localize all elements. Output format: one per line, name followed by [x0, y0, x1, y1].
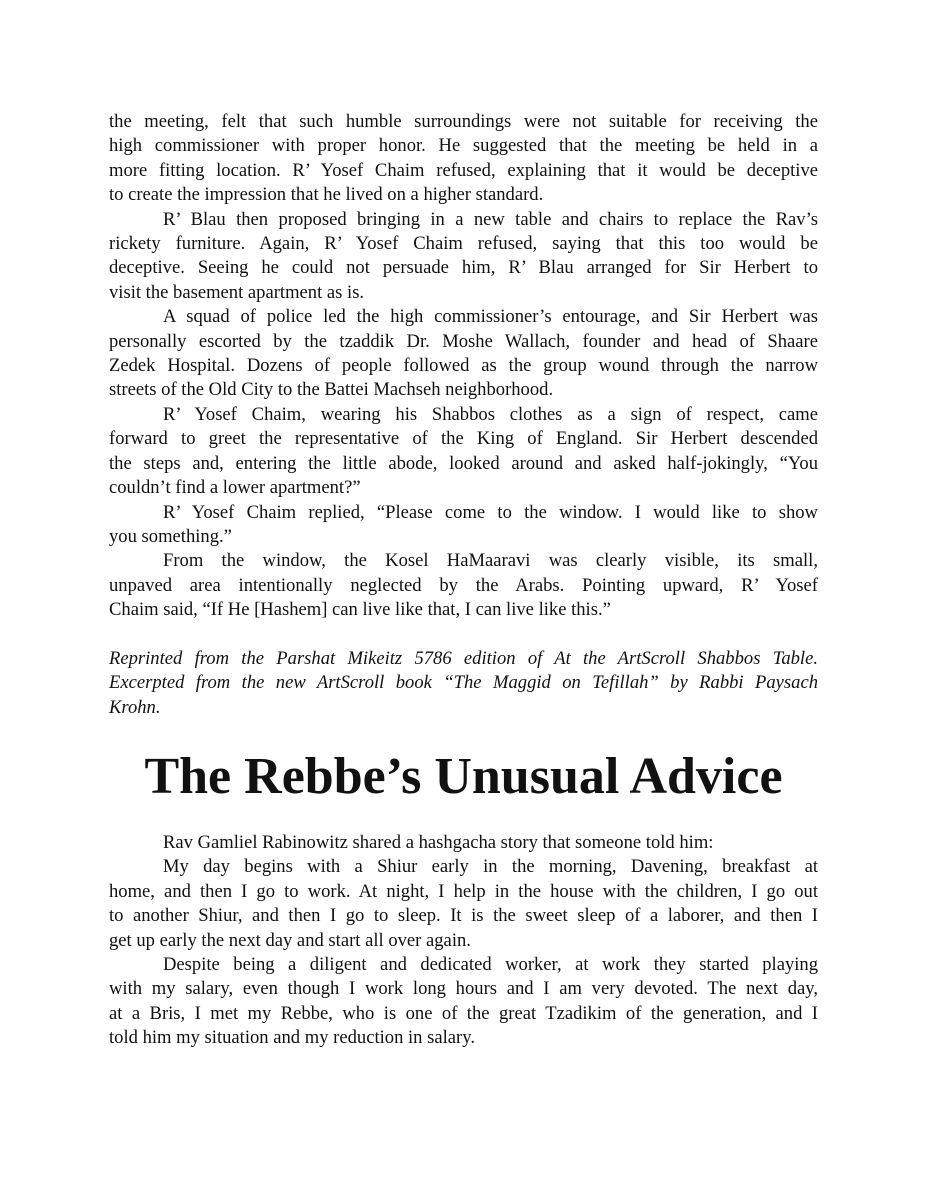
text-line: the meeting, felt that such humble surroundings were not suitable for receiving the — [109, 111, 818, 132]
text-line: high commissioner with proper honor. He suggested that the meeting be held in a — [109, 135, 818, 157]
text-line: home, and then I go to work. At night, I help in the house with the children, I go out — [109, 880, 818, 902]
paragraph — [109, 855, 818, 953]
text-line: A squad of police led the high commissioner’s entourage, and Sir Herbert was — [163, 306, 818, 328]
text-line: to create the impression that he lived on a higher standard. — [109, 184, 544, 206]
text-line: more fitting location. R’ Yosef Chaim refused, explaining that it would be deceptive — [109, 159, 818, 181]
text-line: Chaim said, “If He [Hashem] can live like that, I can live like this.” — [109, 599, 611, 621]
paragraph — [109, 953, 818, 1051]
text-line: R’ Yosef Chaim, wearing his Shabbos clothes as a sign of respect, came — [163, 403, 818, 425]
text-line: R’ Blau then proposed bringing in a new table and chairs to replace the Rav’s — [163, 208, 818, 230]
article-section-1 — [109, 110, 818, 623]
text-line: deceptive. Seeing he could not persuade him, R’ Blau arranged for Sir Herbert to — [109, 257, 818, 279]
text-line: personally escorted by the tzaddik Dr. Moshe Wallach, founder and head of Shaare — [109, 330, 818, 352]
reprint-credit — [109, 647, 818, 720]
text-line: the steps and, entering the little abode, looked around and asked half-jokingly, “You — [109, 452, 818, 474]
article-section-2 — [109, 831, 818, 1051]
text-line: couldn’t find a lower apartment?” — [109, 477, 361, 499]
text-line: Reprinted from the Parshat Mikeitz 5786 edition of At the ArtScroll Shabbos Table. — [109, 648, 818, 669]
text-line: told him my situation and my reduction in salary. — [109, 1027, 475, 1049]
article-title: The Rebbe’s Unusual Advice — [144, 748, 783, 805]
text-line: with my salary, even though I work long hours and I am very devoted. The next day, — [109, 978, 818, 1000]
paragraph — [109, 208, 818, 306]
paragraph — [109, 831, 818, 855]
text-line: My day begins with a Shiur early in the morning, Davening, breakfast at — [163, 856, 818, 878]
text-line: forward to greet the representative of the King of England. Sir Herbert descended — [109, 428, 818, 450]
text-line: streets of the Old City to the Battei Machseh neighborhood. — [109, 379, 554, 401]
text-line: rickety furniture. Again, R’ Yosef Chaim refused, saying that this too would be — [109, 233, 818, 255]
text-line: R’ Yosef Chaim replied, “Please come to the window. I would like to show — [163, 501, 818, 523]
paragraph — [109, 110, 818, 208]
text-line: visit the basement apartment as is. — [109, 281, 365, 303]
text-line: From the window, the Kosel HaMaaravi was clearly visible, its small, — [163, 550, 818, 572]
paragraph — [109, 305, 818, 403]
text-line: Zedek Hospital. Dozens of people followed as the group wound through the narrow — [109, 355, 818, 377]
text-line: Despite being a diligent and dedicated worker, at work they started playing — [163, 954, 818, 976]
text-line: at a Bris, I met my Rebbe, who is one of the great Tzadikim of the generation, and I — [109, 1002, 818, 1024]
paragraph — [109, 403, 818, 501]
text-line: Excerpted from the new ArtScroll book “The Maggid on Tefillah” by Rabbi Paysach — [109, 672, 818, 694]
text-line: get up early the next day and start all over again. — [109, 929, 471, 951]
paragraph — [109, 549, 818, 622]
text-line: Rav Gamliel Rabinowitz shared a hashgacha story that someone told him: — [163, 832, 714, 853]
text-line: Krohn. — [109, 696, 161, 718]
text-line: to another Shiur, and then I go to sleep. It is the sweet sleep of a laborer, and then I — [109, 905, 818, 927]
text-line: unpaved area intentionally neglected by the Arabs. Pointing upward, R’ Yosef — [109, 574, 818, 596]
text-line: you something.” — [109, 525, 232, 547]
paragraph — [109, 501, 818, 550]
